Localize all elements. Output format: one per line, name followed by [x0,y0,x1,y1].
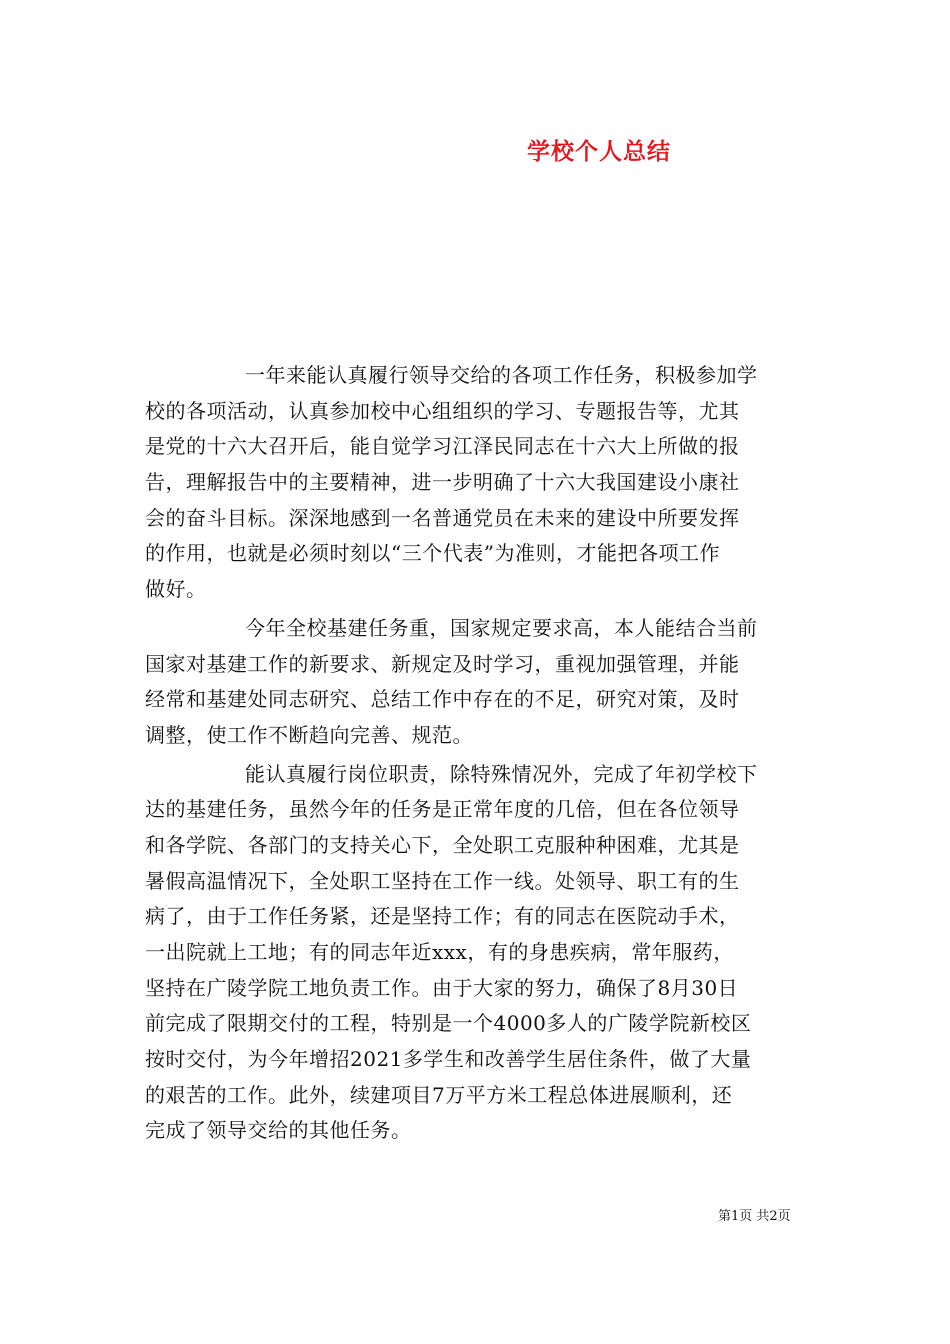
text-line: 做好。 [145,577,207,602]
page-title: 学校个人总结 [527,138,671,165]
paragraph-1 [145,358,805,608]
text-line: 会的奋斗目标。深深地感到一名普通党员在未来的建设中所要发挥 [145,505,740,530]
text-line: 完成了领导交给的其他任务。 [145,1118,412,1143]
text-line: 按时交付，为今年增招2021多学生和改善学生居住条件，做了大量 [145,1047,752,1072]
text-line: 经常和基建处同志研究、总结工作中存在的不足，研究对策，及时 [145,687,740,712]
paragraph-3 [145,757,805,1150]
text-line: 病了，由于工作任务紧，还是坚持工作；有的同志在医院动手术， [145,904,740,929]
text-line: 国家对基建工作的新要求、新规定及时学习，重视加强管理，并能 [145,651,740,676]
page-number-footer: 第1页 共2页 [718,1209,791,1224]
text-line: 的艰苦的工作。此外，续建项目7万平方米工程总体进展顺利，还 [145,1082,733,1107]
text-line: 能认真履行岗位职责，除特殊情况外，完成了年初学校下 [245,761,758,786]
text-line: 的作用，也就是必须时刻以“三个代表”为准则，才能把各项工作 [145,541,720,566]
text-line: 一出院就上工地；有的同志年近xxx，有的身患疾病，常年服药， [145,940,734,964]
text-line: 一年来能认真履行领导交给的各项工作任务，积极参加学 [245,363,758,387]
text-line: 校的各项活动，认真参加校中心组组织的学习、专题报告等，尤其 [145,398,740,423]
text-line: 达的基建任务，虽然今年的任务是正常年度的几倍，但在各位领导 [145,797,740,822]
text-line: 坚持在广陵学院工地负责工作。由于大家的努力，确保了8月30日 [145,975,739,1000]
paragraph-2 [145,611,805,754]
text-line: 和各学院、各部门的支持关心下，全处职工克服种种困难，尤其是 [145,832,740,857]
text-line: 告，理解报告中的主要精神，进一步明确了十六大我国建设小康社 [145,470,740,495]
document-body [145,358,805,1152]
text-line: 暑假高温情况下，全处职工坚持在工作一线。处领导、职工有的生 [145,868,740,893]
text-line: 今年全校基建任务重，国家规定要求高，本人能结合当前 [245,615,758,640]
text-line: 前完成了限期交付的工程，特别是一个4000多人的广陵学院新校区 [145,1011,752,1036]
text-line: 是党的十六大召开后，能自觉学习江泽民同志在十六大上所做的报 [145,434,740,459]
text-line: 调整，使工作不断趋向完善、规范。 [145,722,473,747]
